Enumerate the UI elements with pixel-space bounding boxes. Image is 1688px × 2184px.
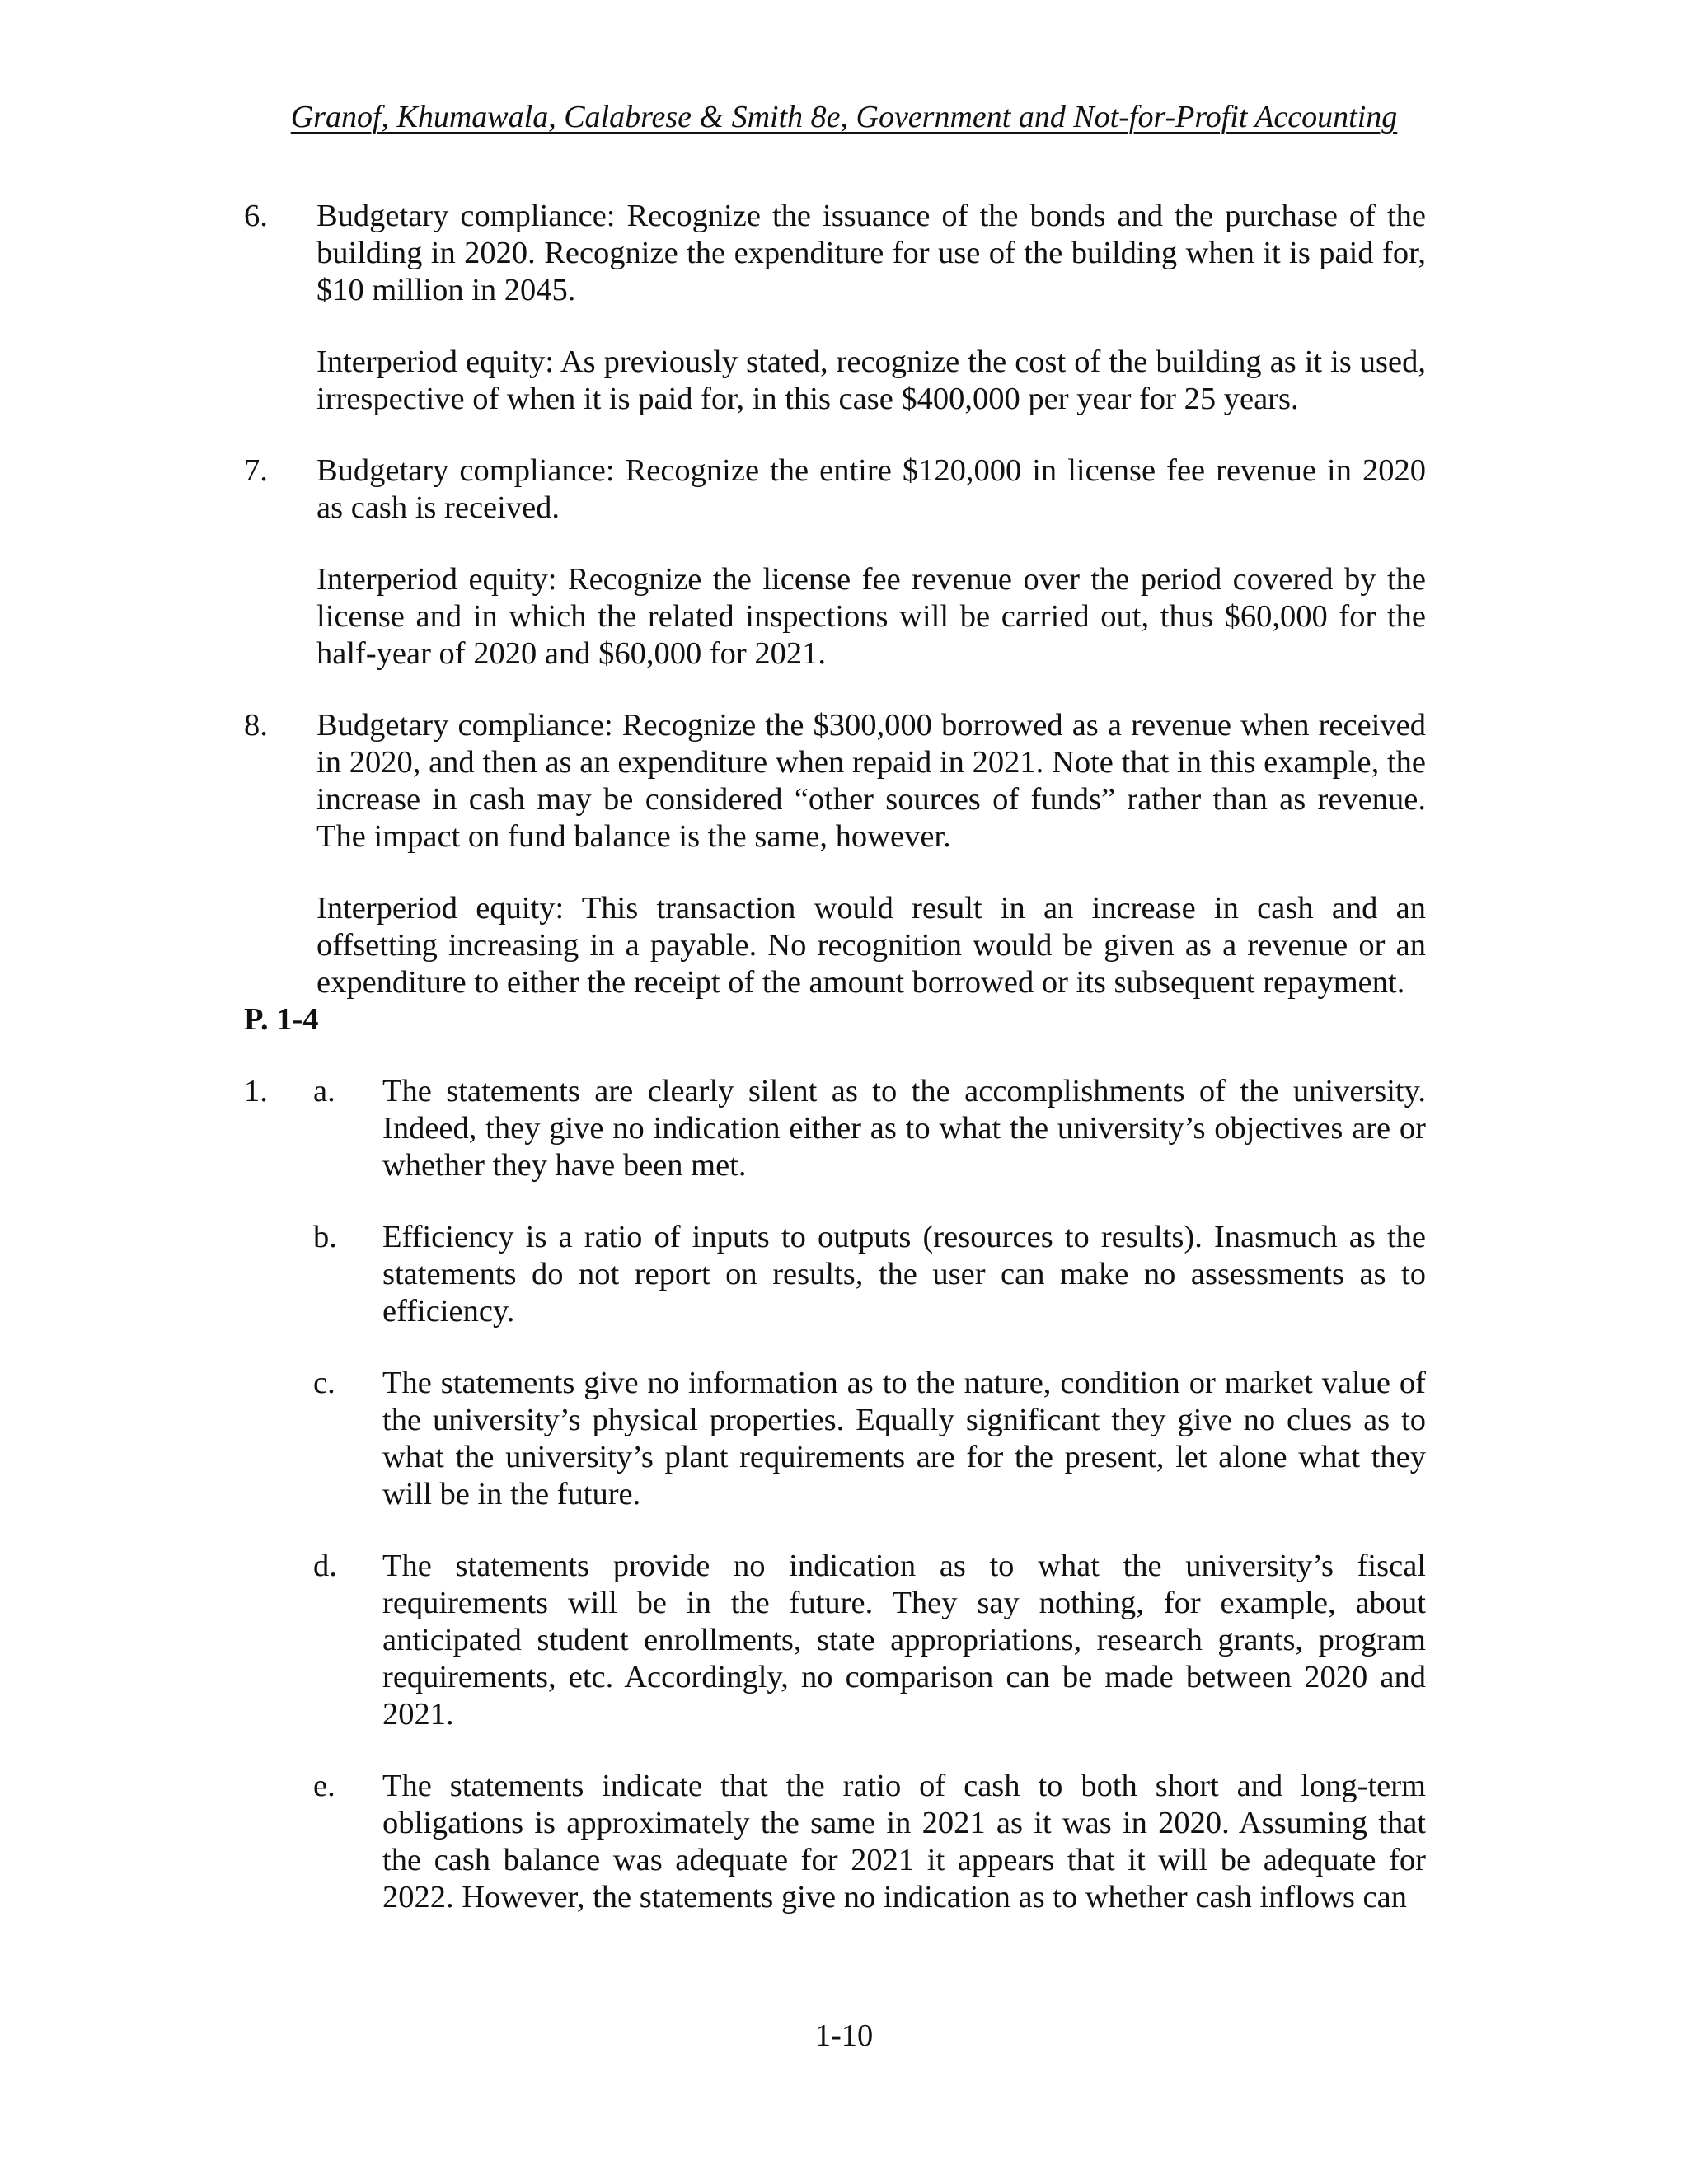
paragraph-budgetary-compliance: Budgetary compliance: Recognize the issuance of the bonds and the purchase of the building in 2020. Recognize the expenditure for use of the building when it is paid for, $10 million in 2045. [316,199,1426,307]
section-heading: P. 1-4 [244,1002,319,1037]
item-number: 7. [244,453,268,488]
item-number: 6. [244,199,268,233]
paragraph-budgetary-compliance: Budgetary compliance: Recognize the $300,000 borrowed as a revenue when received in 2020, and then as an expenditure when repaid in 2021. Note that in this example, the increase in cash may be considered “other sources of funds” rather than as revenue. The impact on fund balance is the same, however. [316,708,1426,854]
subitem-text: The statements are clearly silent as to the accomplishments of the university. Indeed, they give no indication either as to what the university’s objectives are or whether they have been met. [382,1074,1426,1183]
subitem-b [244,1219,1426,1330]
page-body [244,198,1426,1916]
subitem-text: Efficiency is a ratio of inputs to outputs (resources to results). Inasmuch as the statements do not report on results, the user can make no assessments as to efficiency. [382,1220,1426,1329]
paragraph-budgetary-compliance: Budgetary compliance: Recognize the entire $120,000 in license fee revenue in 2020 as cash is received. [316,453,1426,525]
running-header: Granof, Khumawala, Calabrese & Smith 8e, Government and Not-for-Profit Accounting [290,100,1398,134]
problem-number: 1. [244,1074,268,1108]
subitem-letter: d. [313,1549,337,1583]
subitem-e [244,1768,1426,1916]
subitem-text: The statements give no information as to the nature, condition or market value of the university’s physical properties. Equally significant they give no clues as to what the university’s plant requirements are for the present, let alone what they will be in the future. [382,1366,1426,1511]
list-item-7 [244,452,1426,673]
subitem-text: The statements provide no indication as to what the university’s fiscal requirements will be in the future. They say nothing, for example, about anticipated student enrollments, state appropriations, research grants, program requirements, etc. Accordingly, no comparison can be made between 2020 and 2021. [382,1549,1426,1732]
paragraph-interperiod-equity: Interperiod equity: Recognize the license fee revenue over the period covered by the license and in which the related inspections will be carried out, thus $60,000 for the half-year of 2020 and $60,000 for 2021. [316,562,1426,671]
subitem-d [244,1548,1426,1733]
page-number: 1-10 [814,2018,874,2053]
subitem-a [244,1073,1426,1184]
list-item-8 [244,707,1426,1001]
subitem-text: The statements indicate that the ratio of cash to both short and long-term obligations is approximately the same in 2021 as it was in 2020. Assuming that the cash balance was adequate for 2021 it appears that it will be adequate for 2022. However, the statements give no indication as to whether cash inflows can [382,1769,1426,1915]
paragraph-interperiod-equity: Interperiod equity: This transaction would result in an increase in cash and an offsetting increasing in a payable. No recognition would be given as a revenue or an expenditure to either the receipt of the amount borrowed or its subsequent repayment. [316,891,1426,1000]
list-item-6 [244,198,1426,418]
paragraph-interperiod-equity: Interperiod equity: As previously stated, recognize the cost of the building as it is used, irrespective of when it is paid for, in this case $400,000 per year for 25 years. [316,344,1426,416]
subitem-letter: c. [313,1366,335,1400]
subitem-c [244,1365,1426,1513]
subitem-letter: a. [313,1074,335,1108]
item-number: 8. [244,708,268,743]
subitem-letter: b. [313,1220,337,1254]
subitem-letter: e. [313,1769,335,1803]
